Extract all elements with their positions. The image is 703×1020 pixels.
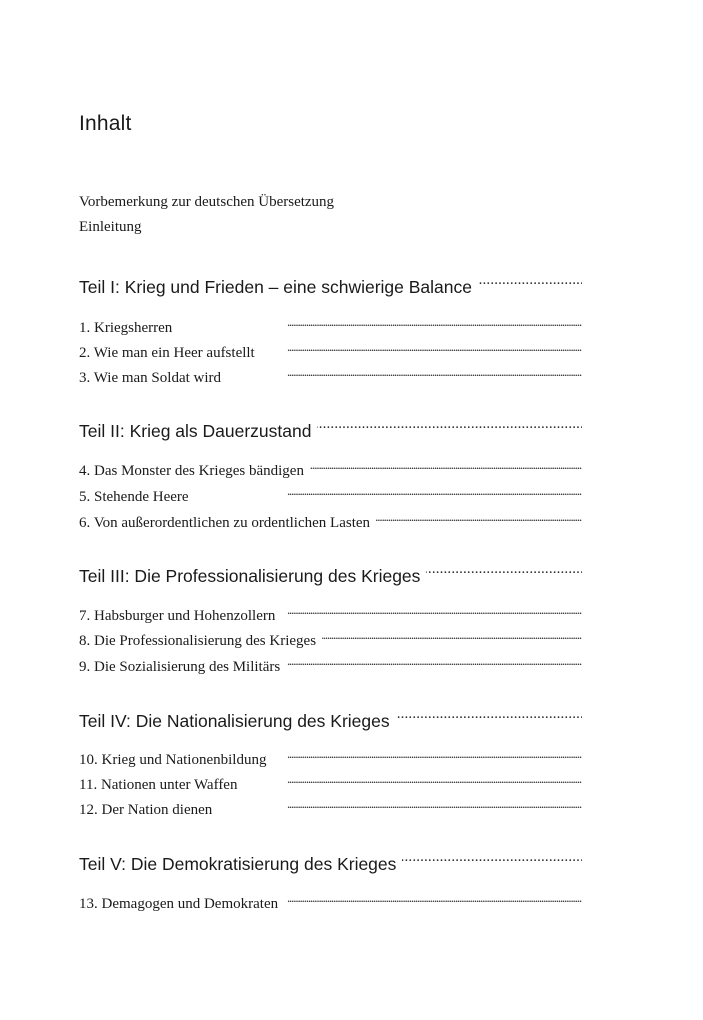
chapter-label: 12. Der Nation dienen [79, 802, 213, 818]
dot-leader [227, 364, 582, 382]
dot-leader [310, 457, 582, 475]
chapter-label: 7. Habsburger und Hohenzollern [79, 608, 276, 624]
part-heading-5 [79, 849, 582, 875]
chapter-entry-10 [79, 746, 582, 769]
front-matter-preface: Vorbemerkung zur deutschen Übersetzung [79, 194, 335, 210]
chapter-entry-6 [79, 509, 582, 532]
page-title: Inhalt [79, 112, 132, 135]
part-heading-1 [79, 272, 582, 298]
chapter-label: 11. Nationen unter Waffen [79, 777, 238, 793]
chapter-label: 5. Stehende Heere [79, 489, 189, 505]
front-matter-introduction: Einleitung [79, 219, 142, 235]
dot-leader [195, 483, 582, 501]
part-heading-3 [79, 561, 582, 587]
chapter-label: 8. Die Professionalisierung des Krieges [79, 633, 317, 649]
dot-leader [286, 653, 582, 671]
part-heading-label: Teil III: Die Professionalisierung des Krieges [79, 566, 421, 586]
chapter-entry-11 [79, 771, 582, 794]
chapter-entry-4 [79, 457, 582, 480]
chapter-label: 4. Das Monster des Krieges bändigen [79, 463, 304, 479]
chapter-entry-2 [79, 339, 582, 362]
chapter-entry-1 [79, 314, 582, 337]
dot-leader [426, 561, 582, 582]
dot-leader [376, 509, 582, 527]
chapter-label: 1. Kriegsherren [79, 320, 173, 336]
chapter-entry-7 [79, 602, 582, 625]
chapter-label: 9. Die Sozialisierung des Militärs [79, 659, 281, 675]
part-heading-label: Teil V: Die Demokratisierung des Krieges [79, 854, 397, 874]
dot-leader [178, 314, 582, 332]
dot-leader [317, 416, 582, 437]
part-heading-label: Teil IV: Die Nationalisierung des Krieges [79, 711, 390, 731]
dot-leader [272, 746, 582, 764]
chapter-entry-8 [79, 627, 582, 650]
chapter-label: 10. Krieg und Nationenbildung [79, 752, 267, 768]
chapter-entry-9 [79, 653, 582, 676]
dot-leader [218, 796, 582, 814]
dot-leader [261, 339, 582, 357]
part-heading-label: Teil I: Krieg und Frieden – eine schwierige Balance [79, 277, 472, 297]
part-heading-label: Teil II: Krieg als Dauerzustand [79, 421, 312, 441]
chapter-label: 3. Wie man Soldat wird [79, 370, 222, 386]
chapter-label: 2. Wie man ein Heer aufstellt [79, 345, 255, 361]
chapter-label: 13. Demagogen und Demokraten [79, 896, 279, 912]
dot-leader [322, 627, 582, 645]
part-heading-4 [79, 706, 582, 732]
dot-leader [281, 602, 582, 620]
dot-leader [243, 771, 582, 789]
dot-leader [402, 849, 582, 870]
chapter-entry-5 [79, 483, 582, 506]
dot-leader [396, 706, 582, 727]
chapter-entry-13 [79, 890, 582, 913]
dot-leader [478, 272, 582, 293]
chapter-entry-12 [79, 796, 582, 819]
dot-leader [284, 890, 582, 908]
chapter-entry-3 [79, 364, 582, 387]
chapter-label: 6. Von außerordentlichen zu ordentlichen Lasten [79, 515, 371, 531]
part-heading-2 [79, 416, 582, 442]
